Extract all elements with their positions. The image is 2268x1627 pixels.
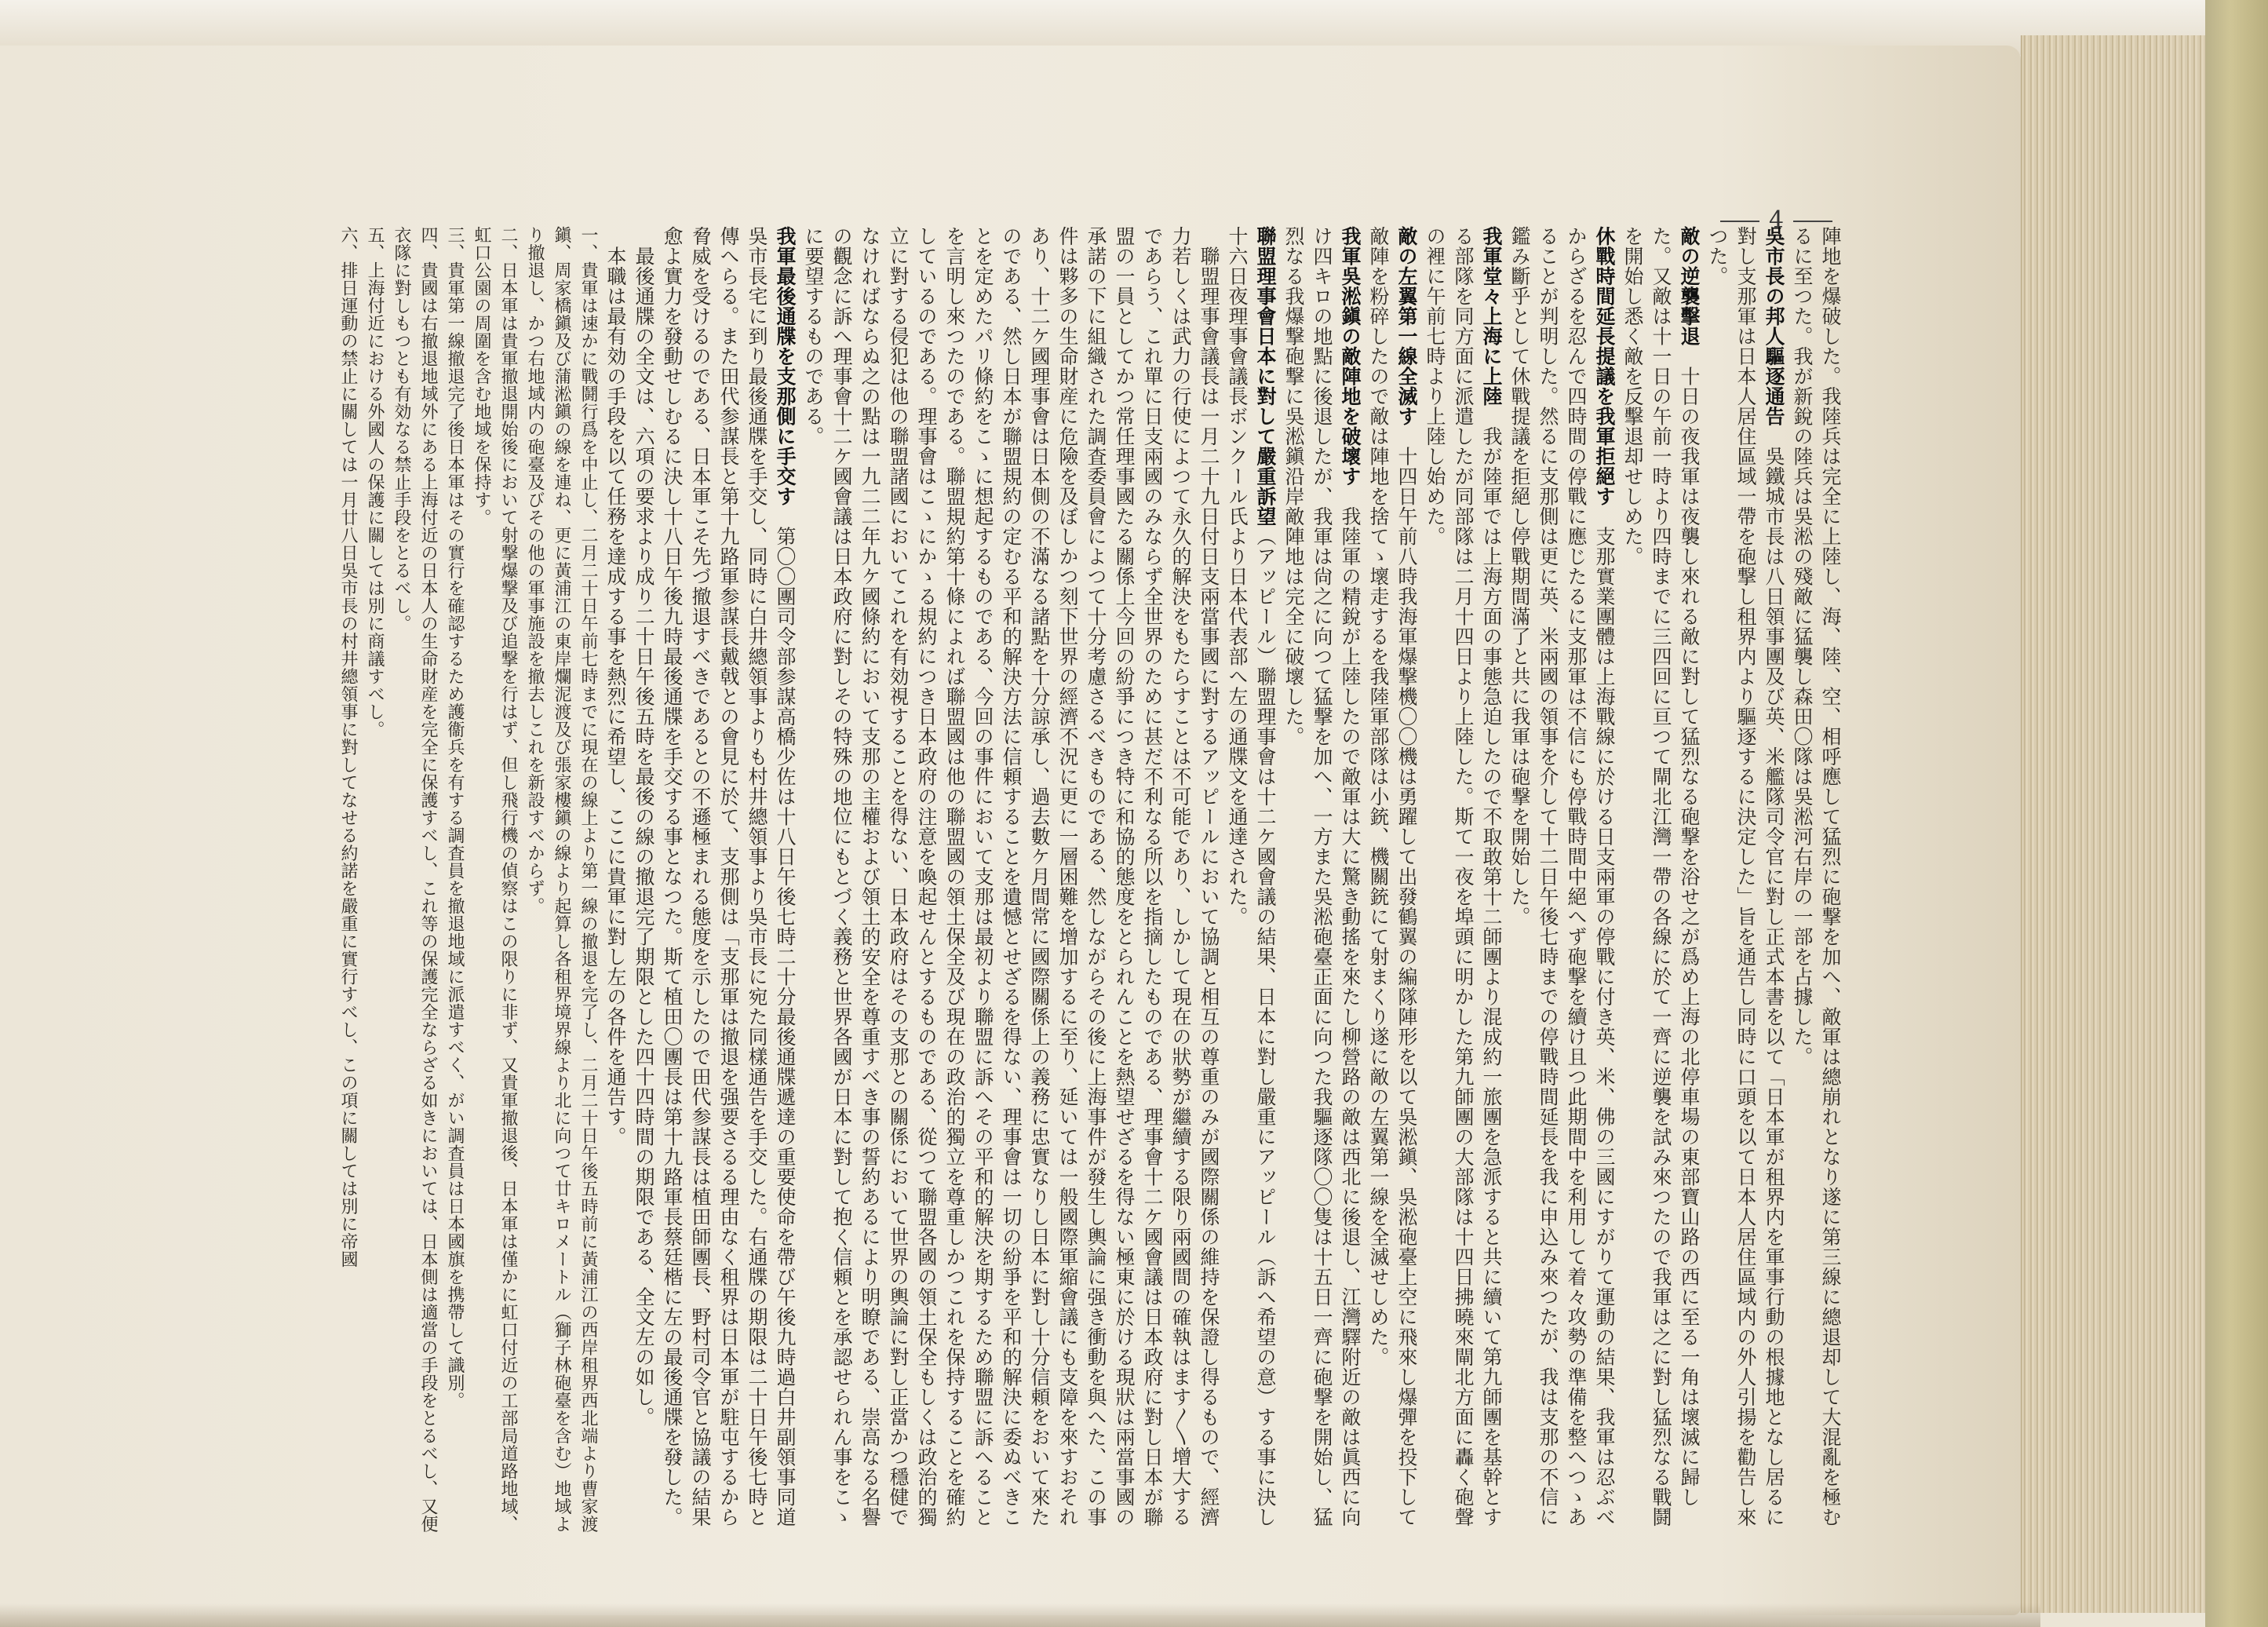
paragraph-body: 十日の夜我軍は夜襲し來れる敵に對して猛烈なる砲撃を浴せ之が爲め上海の北停車場の東部寶山路の西に至る一角は壞滅に歸した。又敵は十一日の午前一時より四時までに三四回に亘つて閘北江灣一帶の各線に於て一齊に逆襲を試み來つたので我軍は之に對し猛烈なる戰鬪を開始し悉く敵を反擊退却せしめた。 xyxy=(1621,226,1701,1527)
paragraph-body: 陣地を爆破した。我陸兵は完全に上陸し、海、陸、空、相呼應して猛烈に砲撃を加へ、敵軍は總崩れとなり遂に第三線に總退却して大混亂を極むるに至つた。我が新銳の陸兵は吳淞の殘敵に猛襲し森田〇隊は吳淞河右岸の一部を占據した。 xyxy=(1791,226,1842,1527)
book-cover-edge xyxy=(2205,0,2268,1627)
numbered-item-4: 四、貴國は右撤退地域外にある上海付近の日本人の生命財産を完全に保護すべし、これ等の保護完全ならざる如きにおいては、日本側は適當の手段をとるべし、又便衣隊に對しもつとも有効なる禁止手段をとるべし。 xyxy=(392,226,438,1533)
page-number-dash-right xyxy=(1793,221,1832,222)
paragraph-9 xyxy=(799,226,1223,1545)
numbered-item-6: 六、排日運動の禁止に關しては一月廿八日吳市長の村井總領事に對してなせる約諾を嚴重に實行すべし、この項に關しては別に帝國 xyxy=(338,226,358,1268)
paragraph-heading: 我軍堂々上海に上陸 xyxy=(1480,226,1503,407)
numbered-item-2: 二、日本軍は貴軍撤退開始後において射撃爆撃及び追撃を行はず、但し飛行機の偵察はこの限りに非ず、又貴軍撤退後、日本軍は僅かに虹口付近の工部局道路地域、虹口公園の周圍を含む地域を保持す。 xyxy=(472,226,518,1533)
paragraph-heading: 聯盟理事會日本に對して嚴重訴望 xyxy=(1254,226,1277,527)
numbered-items xyxy=(334,226,601,1545)
bottom-shadow xyxy=(0,1603,2040,1627)
paragraph-12 xyxy=(601,226,629,1545)
paragraph-heading: 吳市長の邦人驅逐通告 xyxy=(1763,226,1785,426)
paragraph-4 xyxy=(1505,226,1618,1545)
page-number-value: 4 xyxy=(1769,206,1785,234)
paragraph-1 xyxy=(1788,226,1844,1545)
paragraph-body: 我陸軍の精銳が上陸したので敵軍は大に驚き動搖を來たし柳營路の敵は西北に後退し、江灣驛附近の敵は眞西に向け四キロの地點に後退したが、我軍は尙之に向つて猛撃を加へ、一方また吳淞砲臺正面に向つた我驅逐隊〇〇隻は十五日一齊に砲撃を開始し、猛烈なる我爆撃砲撃に吳淞鎭沿岸敵陣地は完全に破壞した。 xyxy=(1282,226,1362,1527)
paragraph-heading: 敵の逆襲擊退 xyxy=(1678,226,1701,346)
paragraph-body: 十四日午前八時我海軍爆撃機〇〇機は勇躍して出發鶴翼の編隊陣形を以て吳淞鎭、吳淞砲臺上空に飛來し爆彈を投下して敵陣を粉碎したので敵は陣地を捨てゝ壞走するを我陸軍部隊は小銃、機關銃にて射まくり遂に敵の左翼第一線を全滅せしめた。 xyxy=(1367,226,1418,1527)
vertical-body-text xyxy=(338,226,1844,1545)
paragraph-body: （アッピール）聯盟理事會は十二ケ國會議の結果、日本に對し嚴重にアッピール（訴へ希望の意）する事に決し十六日夜理事會議長ボンクール氏より日本代表部へ左の通牒文を通達された。 xyxy=(1226,226,1277,1527)
paragraph-11 xyxy=(629,226,658,1545)
paragraph-body: 支那實業團體は上海戰線に於ける日支兩軍の停戰に付き英、米、佛の三國にすがりて運動の結果、我軍は忍ぶべからざるを忍んで四時間の停戰に應じたるに支那軍は不信にも停戰時間中絕へず砲撃を續け且つ此期間中を利用して着々攻勢の準備を整へつゝあることが判明した。然るに支那側は更に英、米兩國の領事を介して十二日午後七時までの停戰時間延長を我に申込み來つたが、我は支那の不信に鑑み斷乎として休戰提議を拒絕し停戰期間滿了と共に我軍は砲撃を開始した。 xyxy=(1508,226,1616,1527)
paragraph-10 xyxy=(658,226,799,1545)
numbered-item-3: 三、貴軍第一線撤退完了後日本軍はその實行を確認するため護衞兵を有する調査員を撤退地域に派遣すべく、がい調査員は日本國旗を携帶して識別。 xyxy=(445,226,465,1410)
paragraph-5 xyxy=(1420,226,1505,1545)
paragraph-heading: 我軍最後通牒を支那側に手交す xyxy=(774,226,797,506)
numbered-item-1: 一、貴軍は速かに戰鬪行爲を中止し、二月二十日午前七時までに現在の線上より第一線の撤退を完了し、二月二十日午後五時前に黃浦江の西岸租界西北端より曹家渡鎭、周家橋鎭及び蒲淞鎭の線を連ね、更に黃浦江の東岸爛泥渡及び張家樓鎭の線より起算し各租界境界線より北に向つて廿キロメートル（獅子林砲臺を含む）地域より撤退し、かつ右地域内の砲臺及びその他の軍事施設を撤去しこれを新設すべからず。 xyxy=(525,226,598,1533)
paragraph-body: 第〇〇團司令部参謀高橋少佐は十八日午後七時二十分最後通牒遞達の重要使命を帶び午後九時過白井副領事同道吳市長宅に到り最後通牒を手交し、同時に白井總領事よりも村井總領事より吳市長に宛た同樣通告を手交した。右通牒の期限は二十日午後七時と傳へらる。また田代参謀長と第十九路軍参謀長戴戟との會見に於て、支那側は「支那軍は撤退を强要さるる理由なく租界は日本軍が駐屯するから脅威を受けるのである、日本軍こそ先づ撤退すべきであるとの不遜極まれる態度を示したので田代参謀長は植田師團長、野村司令官と協議の結果愈よ實力を發動せしむるに決し十八日午後九時最後通牒を手交する事となつた。斯て植田〇團長は第十九路軍長蔡廷楷に左の最後通牒を發した。 xyxy=(661,226,797,1527)
paragraph-body: 吳鐵城市長は八日領事團及び英、米艦隊司令官に對し正式本書を以て「日本軍が租界内を軍事行動の根據地となし居るに對し支那軍は日本人居住區域一帶を砲撃し租界内より驅逐するに決定した」旨を通告し同時に口頭を以て日本人居住區域内の外人引揚を勸告し來つた。 xyxy=(1706,226,1785,1527)
paragraph-heading: 我軍吳淞鎭の敵陣地を破壞す xyxy=(1339,226,1362,487)
paragraph-body: 本職は最有効の手段を以て任務を達成する事を熱烈に希望し、ここに貴軍に對し左の各件を通告す。 xyxy=(604,246,627,1147)
page-number-dash-left xyxy=(1720,221,1759,222)
paragraph-heading: 敵の左翼第一線全滅す xyxy=(1395,226,1418,426)
numbered-item-5: 五、上海付近における外國人の保護に關しては別に商議すべし。 xyxy=(365,226,385,739)
book-page xyxy=(0,46,2021,1615)
paragraph-body: 聯盟理事會議長は一月二十九日付日支兩當事國に對するアッピールにおいて協調と相互の尊重のみが國際關係の維持を保證し得るもので、經濟力若しくは武力の行使によつて永久的解決をもたらすことは不可能であり、しかして現在の狀勢が繼續する限り兩國間の確執はます〳〵增大するであらう、これ單に日支兩國のみならず全世界のために甚だ不利なる所以を指摘したものである、理事會十二ケ國會議は日本政府に對し日本が聯盟の一員としてかつ常任理事國たる關係上今回の紛爭につき特に和協的態度をとられんことを熱望せざるを得ない極東に於ける現狀は兩當事國の承諾の下に組織された調査委員會によつて十分考慮さるべきものである、然しながらその後に上海事件が發生し輿論に强き衝動を與へた、この事件は夥多の生命財産に危險を及ぼしかつ刻下世界の經濟不況に更に一層困難を增加するに至り、延いては一般國際軍縮會議にも支障を來すおそれあり、十二ケ國理事會は日本側の不滿なる諸點を十分諒承し、過去數ケ月間常に國際關係上の義務に忠實なりし日本に對し十分信頼をおいて來たのである、然し日本が聯盟規約の定むる平和的解決方法に信頼することを遺憾とせざるを得ない、理事會は一切の紛爭を平和的解決に委ぬべきことを定めたパリ條約をこゝに想起するものである、今回の事件において支那は最初より聯盟に訴へその平和的解決を期するため聯盟に訴へることを言明し來つたのである。聯盟規約第十條によれば聯盟國は他の聯盟國の領土保全及び現在の政治的獨立を尊重しかつこれを保持することを確約しているのである。理事會はこゝにかゝる規約につき日本政府の注意を喚起せんとするものである、從つて聯盟各國の領土保全もしくは政治的獨立に對する侵犯は他の聯盟諸國においてこれを有効視することを得ない、日本政府はその支那との關係において世界の輿論に對し正當かつ穩健でなければならぬ之の點は一九二二年九ケ國條約において支那の主權および領土的安全を尊重すべき事の誓約あるにより明瞭である、崇高なる名譽の觀念に訴へ理事會十二ケ國會議は日本政府に對しその特殊の地位にもとづく義務と世界各國が日本に對して抱く信頼とを承認せられん事をこゝに要望するものである。 xyxy=(802,226,1220,1527)
paragraph-body: 我が陸軍では上海方面の事態急迫したので不取敢第十二師團より混成約一旅團を急派すると共に續いて第九師團を基幹とする部隊を同方面に派遣したが同部隊は二月十四日より上陸した。斯て一夜を埠頭に明かした第九師團の大部隊は十四日拂曉來閘北方面に轟く砲聲の裡に午前七時より上陸し始めた。 xyxy=(1424,226,1503,1527)
paragraph-8 xyxy=(1223,226,1279,1545)
paragraph-2 xyxy=(1703,226,1788,1545)
paragraph-7 xyxy=(1279,226,1364,1545)
paragraph-heading: 休戰時間延長提議を我軍拒絕す xyxy=(1593,226,1616,506)
paragraph-3 xyxy=(1618,226,1703,1545)
page-stack-edge xyxy=(2021,35,2206,1613)
paragraph-6 xyxy=(1364,226,1420,1545)
paragraph-body: 最後通牒の全文は、六項の要求より成り二十日午後五時を最後の線の撤退完了期限とした四十四時間の期限である、全文左の如し。 xyxy=(633,246,655,1427)
